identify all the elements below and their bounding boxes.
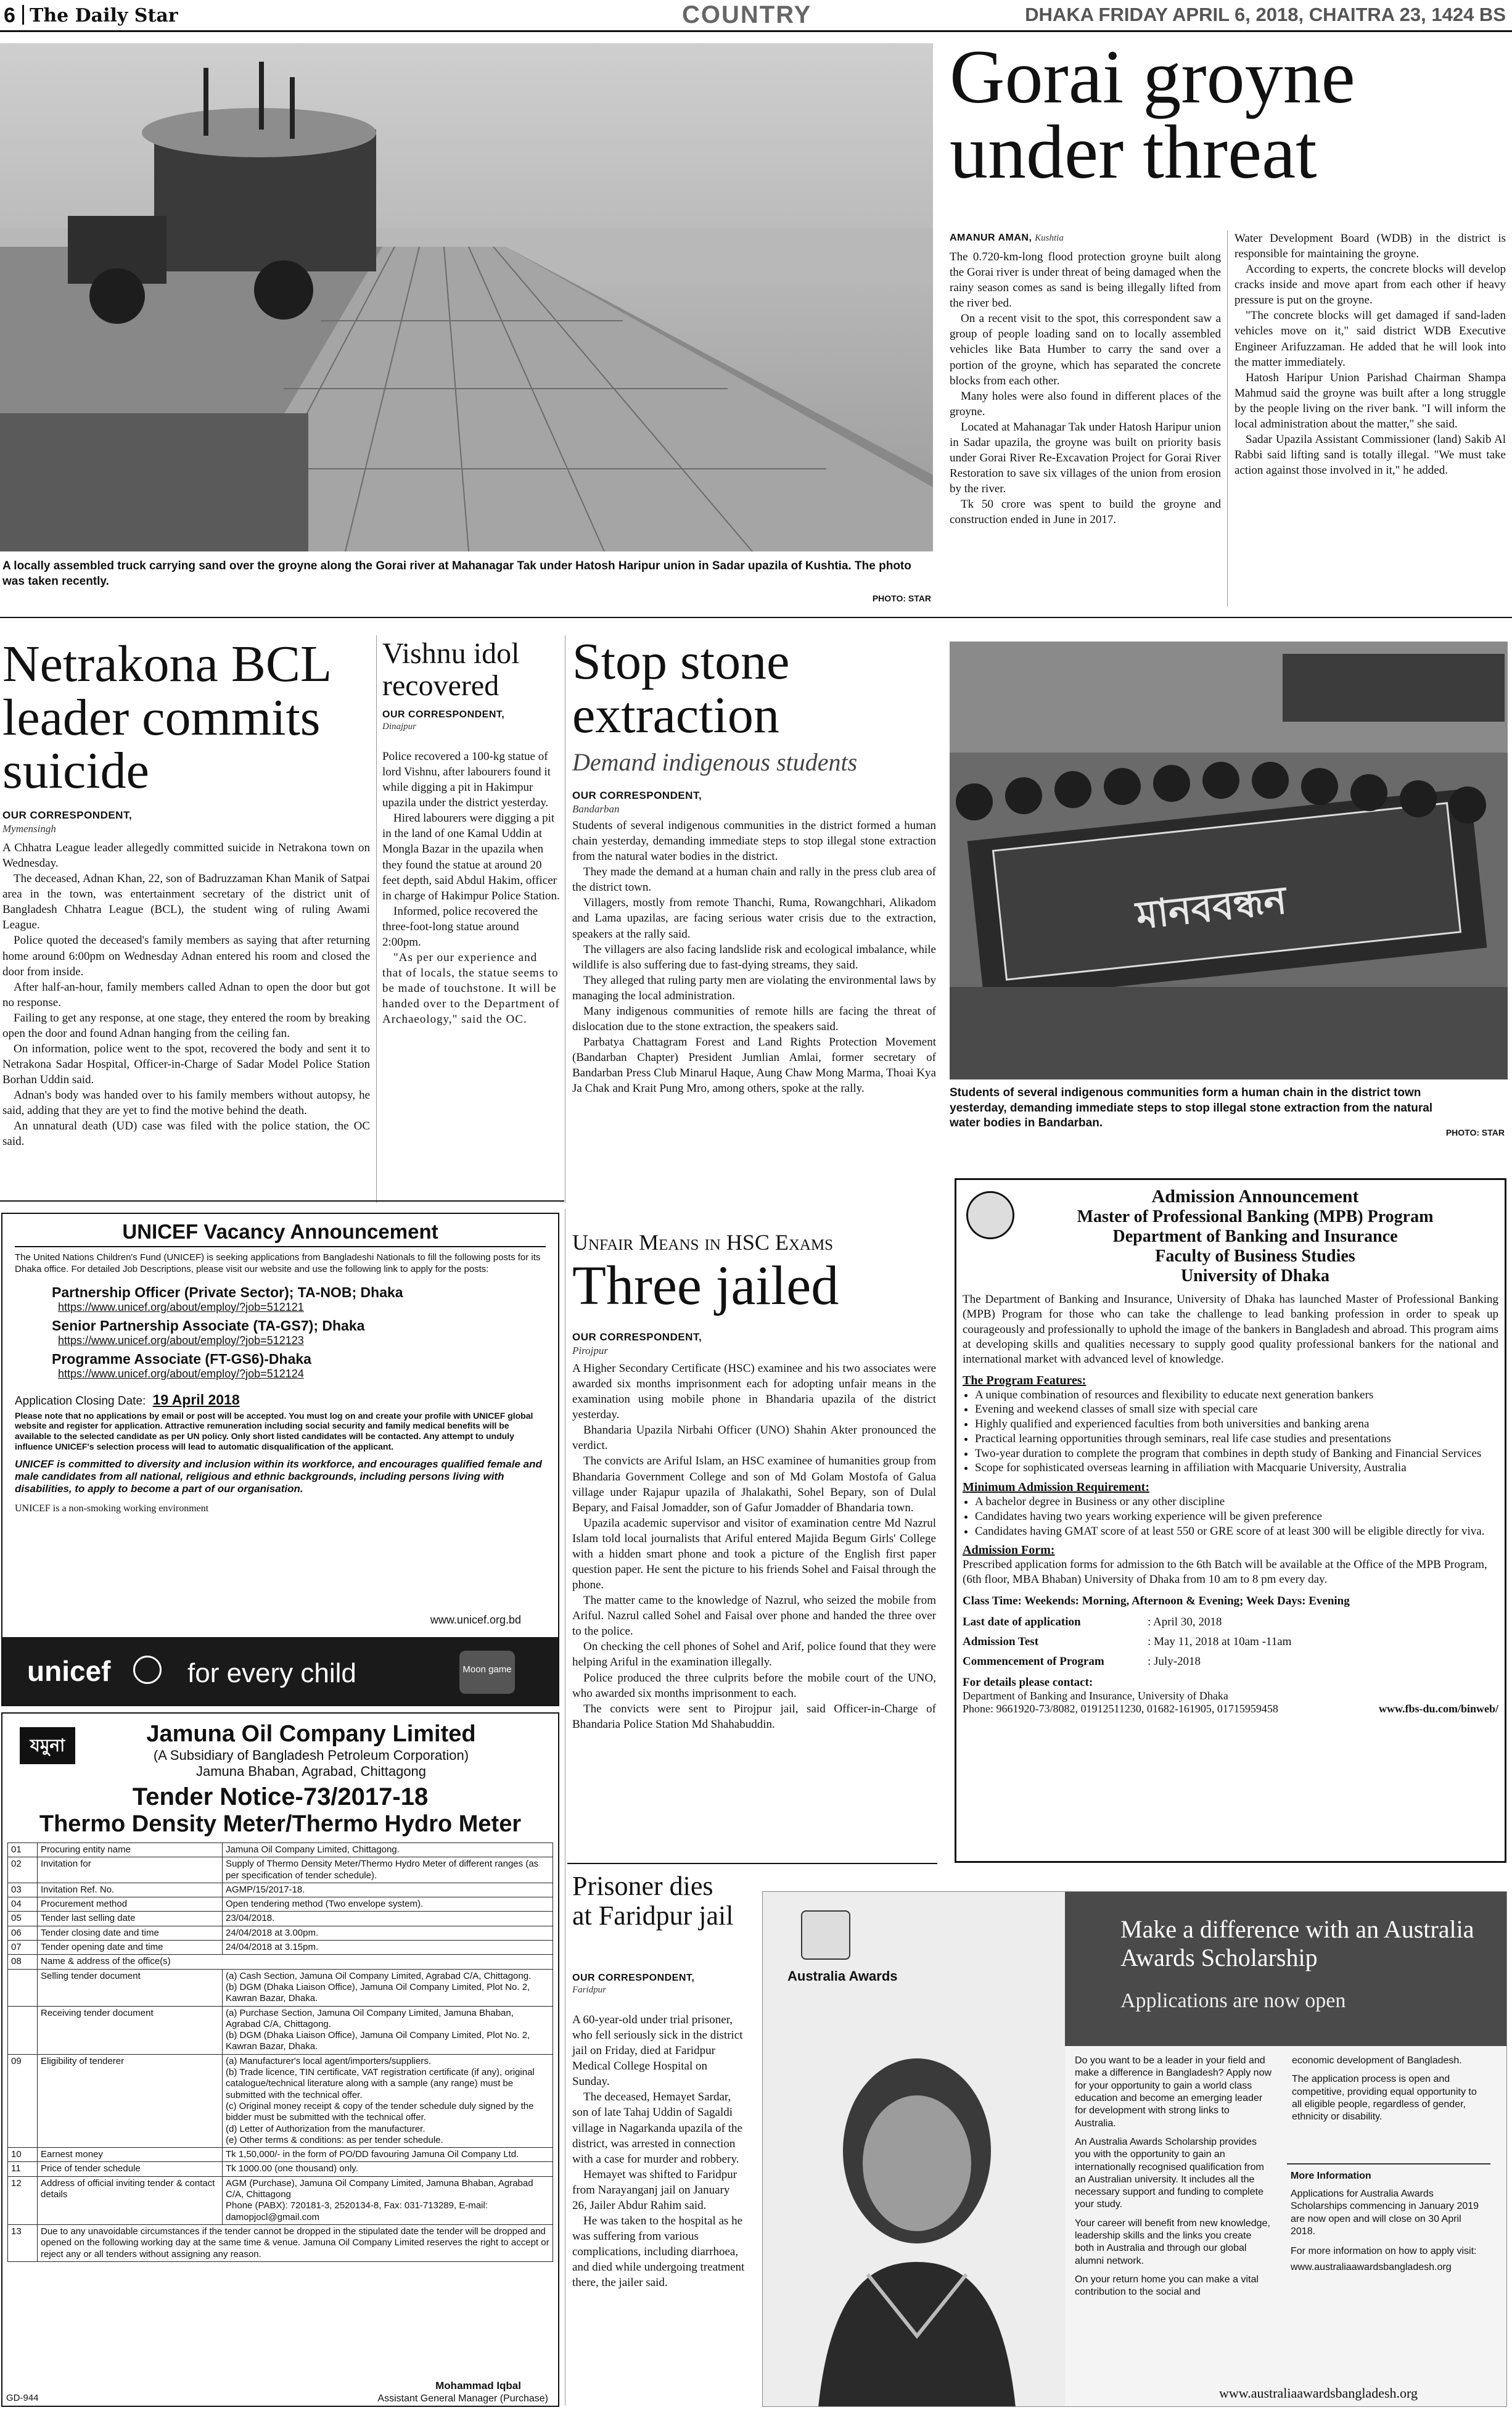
australia-right-col xyxy=(1292,2055,1483,2124)
row-key: Earnest money xyxy=(38,2148,223,2162)
row-key: Price of tender schedule xyxy=(38,2162,223,2176)
divider xyxy=(1227,231,1228,607)
jamuna-notice-no: Tender Notice-73/2017-18 xyxy=(132,1783,429,1810)
row-value: Tk 1000.00 (one thousand) only. xyxy=(223,2162,553,2176)
masthead xyxy=(0,0,1512,32)
page-number: 6 xyxy=(4,4,15,27)
unicef-website[interactable]: www.unicef.org.bd xyxy=(430,1614,521,1626)
paragraph: Bhandaria Upazila Nirbahi Officer (UNO) Shahin Akter pronounced the verdict. xyxy=(572,1424,936,1453)
groyne-truck-image xyxy=(0,43,933,551)
unicef-closing-date: 19 April 2018 xyxy=(152,1391,240,1408)
paragraph: An Australia Awards Scholarship provides you with the opportunity to gain an internationally recognised qualification from an Australian university. It includes all the necessary support and funding to complete your study. xyxy=(1075,2136,1264,2210)
unicef-post-2-link[interactable]: https://www.unicef.org/about/employ/?job=512123 xyxy=(58,1334,304,1347)
paragraph: On a recent visit to the spot, this correspondent saw a group of people loading sand on to locally assembled vehicles like Bata Humber to carry the sand over a portion of the groyne, which has separated the concrete blocks from each other. xyxy=(950,312,1221,387)
dateline: DHAKA FRIDAY APRIL 6, 2018, CHAITRA 23, 1424 BS xyxy=(1025,4,1506,25)
table-row xyxy=(8,2006,553,2054)
row-no: 13 xyxy=(8,2224,38,2261)
date-key: Commencement of Program xyxy=(963,1654,1104,1668)
row-no: 05 xyxy=(8,1912,38,1926)
unicef-smoke-note: UNICEF is a non-smoking working environment xyxy=(15,1503,209,1514)
stone-body xyxy=(572,818,936,1096)
hsc-location: Pirojpur xyxy=(572,1345,608,1356)
gorai-byline: AMANUR AMAN, xyxy=(950,233,1032,243)
paragraph: Villagers, mostly from remote Thanchi, Ruma, Rowangchhari, Alikadom and Lama upazilas, are facing serious water crisis due to the extraction, speakers at the rally said. xyxy=(572,896,936,941)
coat-of-arms-icon xyxy=(801,1910,850,1960)
unicef-post-3-link[interactable]: https://www.unicef.org/about/employ/?job=512124 xyxy=(58,1367,304,1380)
globe-icon xyxy=(133,1656,162,1684)
dhaka-form-title: Admission Form: xyxy=(963,1543,1055,1558)
table-row xyxy=(8,2224,553,2261)
date-key: Admission Test xyxy=(963,1635,1039,1648)
paragraph: On checking the cell phones of Sohel and Arif, police found that they were helping Ariful in the examination illegally. xyxy=(572,1640,936,1669)
masthead-separator xyxy=(22,5,24,25)
dhaka-title: Admission Announcement xyxy=(1151,1186,1359,1207)
paragraph: Informed, police recovered the three-foot-long statue around 2:00pm. xyxy=(382,904,538,949)
more-info-text: Applications for Australia Awards Scholarships commencing in January 2019 are now open and will close on 30 April 2018. xyxy=(1291,2189,1479,2237)
table-row xyxy=(8,2162,553,2176)
paragraph: Your career will benefit from new knowledge, leadership skills and the links you create both in Australia and through our global alumni network. xyxy=(1075,2218,1270,2266)
more-info-box xyxy=(1287,2163,1490,2334)
row-no: 10 xyxy=(8,2148,38,2162)
more-info-title: More Information xyxy=(1291,2171,1371,2181)
paper-name: The Daily Star xyxy=(30,5,178,27)
paragraph: Many holes were also found in different places of the groyne. xyxy=(950,389,1221,418)
table-row xyxy=(8,1897,553,1912)
row-key: Selling tender document xyxy=(38,1969,223,2006)
unicef-post-2-title: Senior Partnership Associate (TA-GS7); Dhaka xyxy=(52,1317,365,1334)
australia-headline: Make a difference with an Australia Awards Scholarship xyxy=(1120,1915,1474,1971)
row-value: Jamuna Oil Company Limited, Chittagong. xyxy=(223,1843,553,1857)
list-item: • Highly qualified and experienced faculties from both universities and banking arena xyxy=(975,1417,1505,1432)
table-row xyxy=(8,2148,553,2162)
more-info-url[interactable]: www.australiaawardsbangladesh.org xyxy=(1291,2261,1452,2272)
unicef-banner xyxy=(2,1637,558,1705)
gorai-col1 xyxy=(950,249,1221,527)
row-key: Invitation Ref. No. xyxy=(38,1883,223,1897)
gorai-location: Kushtia xyxy=(1035,233,1064,243)
row-no xyxy=(8,1969,38,2006)
vishnu-byline: OUR CORRESPONDENT, xyxy=(382,709,505,720)
features-list xyxy=(975,1388,1505,1476)
vishnu-location: Dinajpur xyxy=(382,722,417,732)
paragraph: Police produced the three culprits before the mobile court of the UNO, who awarded six months imprisonment to each. xyxy=(572,1671,936,1700)
unicef-title: UNICEF Vacancy Announcement xyxy=(122,1220,438,1243)
dhaka-university-ad xyxy=(955,1178,1506,1863)
paragraph: A 60-year-old under trial prisoner, who fell seriously sick in the district jail on Friday, died at Faridpur Medical College Hospital on Sunday. xyxy=(572,2013,743,2089)
requirements-list xyxy=(975,1495,1505,1538)
dhaka-dept: Department of Banking and Insurance xyxy=(1112,1227,1398,1246)
australia-subheadline: Applications are now open xyxy=(1120,1989,1346,2012)
gorai-headline: Gorai groyne under threat xyxy=(950,35,1355,194)
row-value: (a) Cash Section, Jamuna Oil Company Limited, Agrabad C/A, Chittagong. (b) DGM (Dhaka Liaison Office), Jamuna Oil Company Limited, Plot No. 2, Kawran Bazar, Dhaka. xyxy=(223,1969,553,2006)
faridpur-body xyxy=(572,2012,745,2290)
row-key: Due to any unavoidable circumstances if the tender cannot be dropped in the stipulated date the tender will be dropped and opened on the following working day at the same time & venue. Jamuna Oil Company Limited reserves the right to accept or reject any or all tenders without assigning any reason. xyxy=(38,2224,553,2261)
faridpur-byline: OUR CORRESPONDENT, xyxy=(572,1973,695,1983)
vishnu-headline: Vishnu idol recovered xyxy=(382,637,520,702)
dates-list xyxy=(963,1616,1498,1669)
paragraph: The matter came to the knowledge of Nazrul, who seized the mobile from Ariful. Nazrul called Sohel and Faisal over phone and handed the three over to the police. xyxy=(572,1594,936,1638)
row-key: Address of official inviting tender & contact details xyxy=(38,2176,223,2224)
row-value: Tk 1,50,000/- in the form of PO/DD favouring Jamuna Oil Company Ltd. xyxy=(223,2148,553,2162)
paragraph: The villagers are also facing landslide risk and ecological imbalance, while wildlife is also suffering due to fast-dying streams, they said. xyxy=(572,943,936,972)
table-row xyxy=(8,1969,553,2006)
row-no: 08 xyxy=(8,1955,38,1969)
paragraph: Police recovered a 100-kg statue of lord Vishnu, after labourers found it while digging a pit in Hakimpur upazila under the district yesterday. xyxy=(382,750,551,810)
gorai-photo xyxy=(0,43,933,551)
australia-left-col xyxy=(1075,2055,1272,2299)
row-key: Procuring entity name xyxy=(38,1843,223,1857)
paragraph: "As per our experience and that of locals, the statue seems to be made of touchstone. It will be handed over to the Department of Archaeology," said the OC. xyxy=(382,951,560,1026)
table-row xyxy=(8,1883,553,1897)
row-key: Receiving tender document xyxy=(38,2006,223,2054)
list-item: • Candidates having two years working experience will be given preference xyxy=(975,1509,1505,1524)
list-item: • Evening and weekend classes of small size with special care xyxy=(975,1402,1505,1417)
apple-icon xyxy=(530,1658,546,1682)
human-chain-photo xyxy=(950,642,1508,1079)
unicef-closing-label: Application Closing Date: xyxy=(15,1394,146,1408)
divider xyxy=(376,635,377,1203)
stone-subheadline: Demand indigenous students xyxy=(572,748,858,776)
dhaka-faculty: Faculty of Business Studies xyxy=(1155,1247,1355,1266)
table-row xyxy=(8,1843,553,1857)
row-value: (a) Purchase Section, Jamuna Oil Company Limited, Jamuna Bhaban, Agrabad C/A, Chittagong. (b) DGM (Dhaka Liaison Office), Jamuna Oil Company Limited, Plot No. 2, Kawran Bazar, Dhaka. xyxy=(223,2006,553,2054)
gd-code: GD-944 xyxy=(6,2393,39,2403)
table-row xyxy=(8,2054,553,2147)
stone-headline: Stop stone extraction xyxy=(572,633,790,744)
paragraph: The deceased, Hemayet Sardar, son of late Tahaj Uddin of Sagaldi village in Nagarkanda upazila of the district, was arrested in connection with a case for murder and robbery. xyxy=(572,2090,742,2166)
row-key: Name & address of the office(s) xyxy=(38,1955,553,1969)
paragraph: Hemayet was shifted to Faridpur from Narayanganj jail on January 26, Jailer Abdur Rahim said. xyxy=(572,2168,738,2212)
row-no: 12 xyxy=(8,2176,38,2224)
paragraph: Hatosh Haripur Union Parishad Chairman Shampa Mahmud said the groyne was built after a long struggle by the people living on the river bank. "I will inform the local administration about the matter," she said. xyxy=(1235,371,1506,431)
banner-text: মানববন্ধন xyxy=(1133,877,1289,938)
unicef-note: Please note that no applications by email or post will be accepted. You must log on and create your profile with UNICEF global website and register for application. Attractive remuneration including social security and family medical benefits will be available to the selected candidate as per UN policy. Only short listed candidates will be contacted. Any attempt to unduly influence UNICEF's selection process will lead to automatic disqualification of the applicant. xyxy=(15,1410,533,1451)
paragraph: Parbatya Chattagram Forest and Land Rights Protection Movement (Bandarban Chapter) President Jumlian Amlai, former secretary of Bandarban Press Club Minarul Haque, Aung Chaw Mong Marma, Thoai Kya Ja Chak and Krait Pung Mro, among others, spoke at the rally. xyxy=(572,1036,936,1096)
dhaka-form-text: Prescribed application forms for admission to the 6th Batch will be available at the Office of the MPB Program,(6th floor, MBA Bhaban) University of Dhaka from 10 am to 8 pm every day. xyxy=(963,1558,1487,1587)
date-key: Last date of application xyxy=(963,1615,1081,1628)
section-name: COUNTRY xyxy=(682,1,812,28)
dhaka-intro: The Department of Banking and Insurance, University of Dhaka has launched Master of Professional Banking (MPB) Program for those who can take the challenge to lead banking profession in order to speak up courageously and professionally to uphold the image of the bankers in Bangladesh and abroad. This program aims at developing skills and qualities necessary to supply good quality professional bankers for the national and international market with advanced level of knowledge. xyxy=(963,1293,1498,1366)
unicef-post-3-title: Programme Associate (FT-GS6)-Dhaka xyxy=(52,1350,311,1367)
gorai-col2 xyxy=(1235,231,1506,478)
paragraph: The 0.720-km-long flood protection groyne built along the Gorai river is under threat of being damaged when the rainy season comes as sand is being illegally lifted from the river bed. xyxy=(950,250,1222,310)
faridpur-location: Faridpur xyxy=(572,1985,607,1995)
list-item: • A bachelor degree in Business or any other discipline xyxy=(975,1495,1505,1509)
gorai-byline-block xyxy=(950,231,1221,244)
paragraph: The deceased, Adnan Khan, 22, son of Badruzzaman Khan Manik of Satpai area in the town, was entertainment secretary of the district unit of Bangladesh Chhatra League (BCL), the student wing of ruling Awami League. xyxy=(2,872,370,932)
dhaka-class-time: Class Time: Weekends: Morning, Afternoon & Evening; Week Days: Evening xyxy=(963,1594,1350,1607)
dhaka-program: Master of Professional Banking (MPB) Program xyxy=(1077,1207,1434,1226)
divider xyxy=(0,1200,564,1202)
row-key: Tender opening date and time xyxy=(38,1941,223,1955)
paragraph: A Higher Secondary Certificate (HSC) examinee and his two associates were awarded six months imprisonment each for adopting unfair means in the examination using mobile phone in Bhandaria upazila of the district yesterday. xyxy=(572,1362,936,1422)
list-item: • Scope for sophisticated overseas learning in affiliation with Macquarie University, Australia xyxy=(975,1461,1505,1475)
netrakona-headline: Netrakona BCL leader commits suicide xyxy=(2,635,331,800)
row-value: 24/04/2018 at 3.15pm. xyxy=(223,1941,553,1955)
unicef-post-1-link[interactable]: https://www.unicef.org/about/employ/?job=512121 xyxy=(58,1300,304,1313)
unicef-intro: The United Nations Children's Fund (UNICEF) is seeking applications from Bangladeshi Nationals to fill the following posts for its Dhaka office. For detailed Job Descriptions, please visit our website and use the following link to apply for the posts: xyxy=(15,1252,541,1274)
row-value: Open tendering method (Two envelope system). xyxy=(223,1897,553,1912)
dhaka-req-title: Minimum Admission Requirement: xyxy=(963,1480,1149,1495)
row-value: AGM (Purchase), Jamuna Oil Company Limited, Jamuna Bhaban, Agrabad C/A, Chittagong Phone (PABX): 720181-3, 2520134-8, Fax: 031-713289, E-mail: damopjocl@gmail.com xyxy=(223,2176,553,2224)
hsc-headline: Three jailed xyxy=(572,1255,839,1316)
unicef-logo: unicef xyxy=(27,1655,111,1687)
paragraph: Do you want to be a leader in your field and make a difference in Bangladesh? Apply now for your opportunity to gain a world class education and become an emerging leader for development with strong links to Australia. xyxy=(1075,2055,1272,2129)
row-no: 03 xyxy=(8,1883,38,1897)
row-no: 07 xyxy=(8,1941,38,1955)
row-key: Eligibility of tenderer xyxy=(38,2054,223,2147)
row-key: Tender closing date and time xyxy=(38,1926,223,1940)
divider xyxy=(0,617,1512,618)
row-no: 02 xyxy=(8,1857,38,1883)
vishnu-body xyxy=(382,749,560,1027)
tender-table xyxy=(7,1843,553,2262)
row-value: 23/04/2018. xyxy=(223,1912,553,1926)
row-key: Tender last selling date xyxy=(38,1912,223,1926)
list-item: • Candidates having GMAT score of at least 550 or GRE score of at least 300 will be eligible directly for viva. xyxy=(975,1524,1505,1539)
stone-caption: Students of several indigenous communities form a human chain in the district town yesterday, demanding immediate steps to stop illegal stone extraction from the natural water bodies in Bandarban. xyxy=(950,1086,1433,1130)
unicef-post-1-title: Partnership Officer (Private Sector); TA-NOB; Dhaka xyxy=(52,1284,403,1300)
list-item: • A unique combination of resources and flexibility to educate next generation bankers xyxy=(975,1388,1505,1403)
table-row xyxy=(8,1912,553,1926)
jamuna-tender-ad xyxy=(1,1712,559,2407)
faridpur-headline: Prisoner dies at Faridpur jail xyxy=(572,1871,734,1931)
jamuna-item: Thermo Density Meter/Thermo Hydro Meter xyxy=(39,1811,522,1837)
divider xyxy=(567,1863,937,1864)
row-no xyxy=(8,2006,38,2054)
paragraph: Many indigenous communities of remote hills are facing the threat of dislocation due to the stone extraction, the speakers said. xyxy=(572,1004,936,1034)
row-no: 04 xyxy=(8,1897,38,1912)
list-item: • Practical learning opportunities through seminars, real life case studies and presentations xyxy=(975,1432,1505,1446)
row-key: Procurement method xyxy=(38,1897,223,1912)
human-chain-image xyxy=(950,642,1508,1079)
hsc-kicker: Unfair Means in HSC Exams xyxy=(572,1230,834,1255)
dhaka-features-title: The Program Features: xyxy=(963,1373,1087,1387)
paragraph: economic development of Bangladesh. xyxy=(1292,2055,1462,2066)
jamuna-subsidiary: (A Subsidiary of Bangladesh Petroleum Corporation) xyxy=(153,1748,469,1763)
paragraph: Tk 50 crore was spent to build the groyne and construction ended in June in 2017. xyxy=(950,498,1221,527)
paragraph: Located at Mahanagar Tak under Hatosh Haripur union in Sadar upazila, the groyne was built on priority basis under Gorai River Re-Excavation Project for Gorai River Restoration to save six villages of the union from erosion by the river. xyxy=(950,420,1221,496)
jamuna-address: Jamuna Bhaban, Agrabad, Chittagong xyxy=(195,1764,427,1779)
table-row xyxy=(8,1857,553,1883)
stone-location: Bandarban xyxy=(572,803,620,815)
paragraph: Students of several indigenous communities in the district formed a human chain yesterday, demanding immediate steps to stop illegal stone extraction from the natural water bodies in the district. xyxy=(572,819,936,864)
australia-awards-ad xyxy=(762,1891,1507,2407)
paragraph: Adnan's body was handed over to his family members without autopsy, he said, adding that they are yet to find the motive behind the death. xyxy=(2,1089,370,1118)
gorai-photo-credit: PHOTO: STAR xyxy=(872,593,931,603)
date-value: : April 30, 2018 xyxy=(1148,1615,1222,1628)
australia-footer-url[interactable]: www.australiaawardsbangladesh.org xyxy=(1219,2385,1418,2401)
paragraph: Water Development Board (WDB) in the district is responsible for maintaining the groyne. xyxy=(1235,232,1506,261)
paragraph: Failing to get any response, at one stage, they entered the room by breaking open the door and found Adnan hanging from the ceiling fan. xyxy=(2,1011,370,1040)
gorai-caption: A locally assembled truck carrying sand over the groyne along the Gorai river at Mahanagar Tak under Hatosh Haripur union in Sadar upazila of Kushtia. The photo was taken recently. xyxy=(2,559,911,588)
jamuna-logo: যমুনা xyxy=(20,1727,75,1764)
paragraph: Upazila academic supervisor and visitor of examination centre Md Nazrul Islam told local journalists that Ariful entered Majida Begum Girls' College with a hidden smart phone and took a picture of the English first paper question paper. He sent the picture to his friends Sohel and Faisal through the phone. xyxy=(572,1516,936,1592)
jamuna-designation: Assistant General Manager (Purchase) xyxy=(377,2393,548,2404)
paragraph: Police quoted the deceased's family members as saying that after returning home around 6:00pm on Wednesday Adnan entered his room and closed the door from inside. xyxy=(2,934,370,978)
dhaka-university: University of Dhaka xyxy=(1180,1266,1330,1285)
row-key: Invitation for xyxy=(38,1857,223,1883)
university-seal-icon xyxy=(966,1191,1014,1239)
faridpur-byline-block xyxy=(572,1973,745,2004)
row-value: (a) Manufacturer's local agent/importers/suppliers. (b) Trade licence, TIN certificate, VAT registration certificate (if any), original catalogue/technical literature along with a sample (any range) must be submitted with the technical offer. (c) Original money receipt & copy of the tender schedule duly signed by the bidder must be submitted with the technical offer. (d) Letter of Authorization from the manufacturer. (e) Other terms & conditions: as per tender schedule. xyxy=(223,2054,553,2147)
paragraph: On information, police went to the spot, recovered the body and sent it to Netrakona Sadar Hospital, Officer-in-Charge of Sadar Model Police Station Borhan Uddin said. xyxy=(2,1042,370,1087)
netrakona-location: Mymensingh xyxy=(2,823,56,835)
row-value: Supply of Thermo Density Meter/Thermo Hydro Meter of different ranges (as per specification of tender schedule). xyxy=(223,1857,553,1883)
vishnu-byline-block xyxy=(382,709,561,741)
paragraph: According to experts, the concrete blocks will develop cracks inside and move apart from each other if heavy pressure is put on the groyne. xyxy=(1235,263,1506,307)
australia-brand: Australia Awards xyxy=(787,1968,898,1984)
list-item: • Two-year duration to complete the program that combines in depth study of Banking and Financial Services xyxy=(975,1446,1505,1461)
jamuna-company: Jamuna Oil Company Limited xyxy=(146,1721,476,1747)
game-badge: Moon game xyxy=(459,1651,515,1694)
unicef-tagline: for every child xyxy=(187,1658,356,1688)
table-row xyxy=(8,1955,553,1969)
row-no: 01 xyxy=(8,1843,38,1857)
stone-byline: OUR CORRESPONDENT, xyxy=(572,790,702,801)
table-row xyxy=(8,1941,553,1955)
unicef-ad xyxy=(1,1213,559,1706)
paragraph: A Chhatra League leader allegedly committed suicide in Netrakona town on Wednesday. xyxy=(2,841,370,870)
dhaka-contact-title: For details please contact: xyxy=(963,1675,1093,1689)
paragraph: "The concrete blocks will get damaged if sand-laden vehicles move on it," said district WDB Executive Engineer Arifuzzaman. He added that he will look into the matter immediately. xyxy=(1235,309,1506,369)
row-value: AGMP/15/2017-18. xyxy=(223,1883,553,1897)
paragraph: The convicts were sent to Pirojpur jail, said Officer-in-Charge of Bhandaria Police Station Md Shahabuddin. xyxy=(572,1702,936,1731)
dhaka-contact-1: Department of Banking and Insurance, University of Dhaka xyxy=(963,1689,1228,1702)
unicef-commitment: UNICEF is committed to diversity and inclusion within its workforce, and encourages qualified female and male candidates from all national, religious and ethnic backgrounds, including persons living with disabilities, to apply to become a part of our organisation. xyxy=(15,1458,542,1495)
row-no: 06 xyxy=(8,1926,38,1940)
paragraph: They alleged that ruling party men are violating the environmental laws by managing the local administration. xyxy=(572,973,936,1002)
date-value: : May 11, 2018 at 10am -11am xyxy=(1148,1635,1292,1648)
paragraph: The convicts are Ariful Islam, an HSC examinee of humanities group from Bhandaria Government College and son of Md Golam Mostofa of Galua village under Rajapur upazila of Jhalakathi, Sohel Bepary, son of Dulal Bepary, and Faisal Jomadder, son of Gafur Jomadder of Bhandaria town. xyxy=(572,1455,936,1514)
jamuna-signatory: Mohammad Iqbal xyxy=(435,2380,521,2391)
paragraph: An unnatural death (UD) case was filed with the police station, the OC said. xyxy=(2,1120,370,1149)
hsc-byline: OUR CORRESPONDENT, xyxy=(572,1331,702,1343)
row-no: 11 xyxy=(8,2162,38,2176)
paragraph: After half-an-hour, family members called Adnan to open the door but got no response. xyxy=(2,980,370,1009)
paragraph: The application process is open and competitive, providing equal opportunity to all eligible people, regardless of gender, ethnicity or disability. xyxy=(1292,2074,1477,2123)
table-row xyxy=(8,1926,553,1940)
hsc-body xyxy=(572,1361,936,1732)
row-no: 09 xyxy=(8,2054,38,2147)
paragraph: Sadar Upazila Assistant Commissioner (land) Sakib Al Rabbi said lifting sand is totally illegal. "We must take action against those involved in it," he added. xyxy=(1235,433,1506,477)
dhaka-website[interactable]: www.fbs-du.com/binweb/ xyxy=(1378,1702,1498,1715)
dhaka-contact-2: Phone: 9661920-73/8082, 01912511230, 01682-161905, 01715959458 xyxy=(963,1702,1278,1715)
paragraph: They made the demand at a human chain and rally in the press club area of the district town. xyxy=(572,865,936,894)
row-value: 24/04/2018 at 3.00pm. xyxy=(223,1926,553,1940)
paragraph: Hired labourers were digging a pit in the land of one Kamal Uddin at Mongla Bazar in the upazila when they found the statue at around 20 feet depth, said Abdul Hakim, officer in charge of Hakimpur Police Station. xyxy=(382,812,560,902)
paragraph: On your return home you can make a vital contribution to the social and xyxy=(1075,2274,1259,2298)
more-info-how: For more information on how to apply visit: xyxy=(1291,2246,1477,2257)
netrakona-body xyxy=(2,840,370,1150)
date-value: : July-2018 xyxy=(1148,1654,1201,1668)
netrakona-byline: OUR CORRESPONDENT, xyxy=(2,809,133,821)
netrakona-byline-block xyxy=(2,809,372,844)
table-row xyxy=(8,2176,553,2224)
paragraph: He was taken to the hospital as he was suffering from various complications, including diarrhoea, and died while undergoing treatment there, the jailer said. xyxy=(572,2214,745,2290)
stone-photo-credit: PHOTO: STAR xyxy=(1445,1128,1505,1137)
